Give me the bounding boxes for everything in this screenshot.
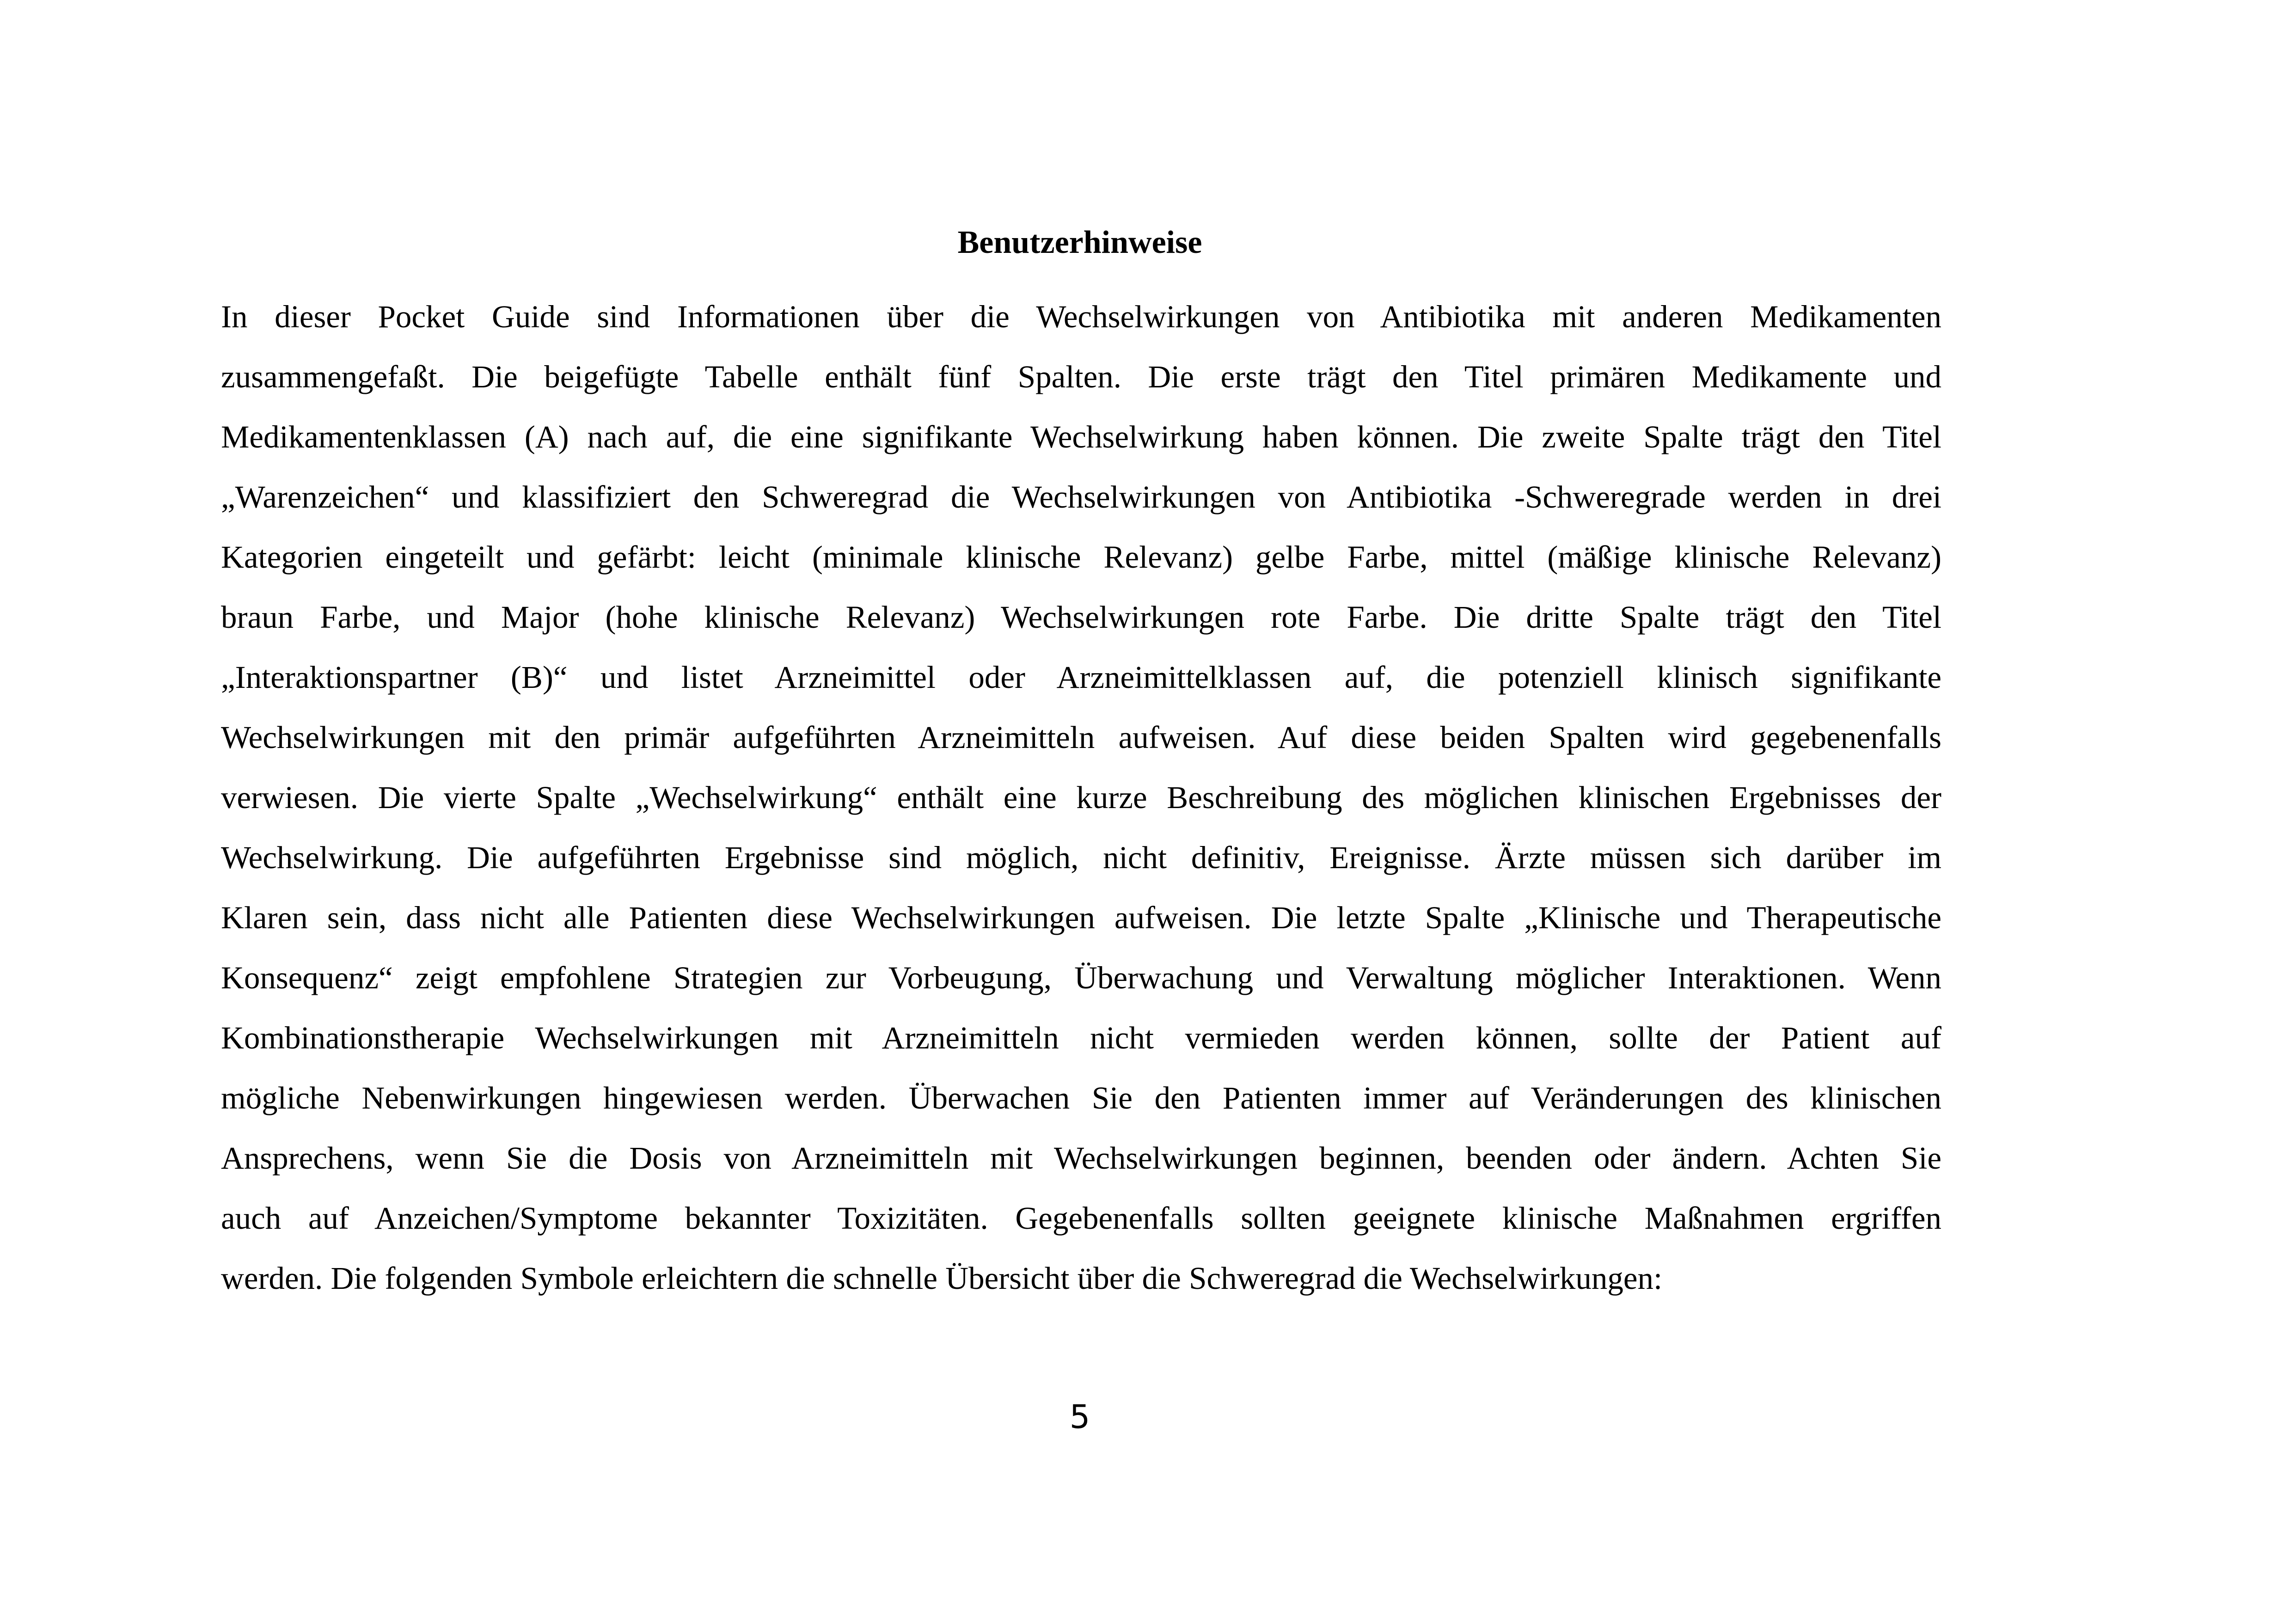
page-number: 5 bbox=[1069, 1398, 1090, 1436]
paragraph-line: In dieser Pocket Guide sind Informationen über die Wechselwirkungen von Antibiotika mit anderen Medikamenten bbox=[221, 299, 1941, 334]
paragraph-line: Kategorien eingeteilt und gefärbt: leicht (minimale klinische Relevanz) gelbe Farbe, mittel (mäßige klinische Relevanz) bbox=[221, 539, 1941, 575]
paragraph-line: braun Farbe, und Major (hohe klinische Relevanz) Wechselwirkungen rote Farbe. Die dritte Spalte trägt den Titel bbox=[221, 600, 1941, 635]
paragraph-line: mögliche Nebenwirkungen hingewiesen werden. Überwachen Sie den Patienten immer auf Veränderungen des klinischen bbox=[221, 1080, 1941, 1115]
paragraph-line: verwiesen. Die vierte Spalte „Wechselwirkung“ enthält eine kurze Beschreibung des möglichen klinischen Ergebnisses der bbox=[221, 780, 1941, 815]
paragraph-line: Konsequenz“ zeigt empfohlene Strategien zur Vorbeugung, Überwachung und Verwaltung möglicher Interaktionen. Wenn bbox=[221, 960, 1941, 995]
paragraph-line: Klaren sein, dass nicht alle Patienten diese Wechselwirkungen aufweisen. Die letzte Spalte „Klinische und Therapeutische bbox=[221, 900, 1941, 935]
paragraph-line: Ansprechens, wenn Sie die Dosis von Arzneimitteln mit Wechselwirkungen beginnen, beenden oder ändern. Achten Sie bbox=[221, 1140, 1941, 1176]
paragraph-line: Medikamentenklassen (A) nach auf, die eine signifikante Wechselwirkung haben können. Die zweite Spalte trägt den Titel bbox=[221, 419, 1941, 454]
paragraph-line: Kombinationstherapie Wechselwirkungen mit Arzneimitteln nicht vermieden werden können, sollte der Patient auf bbox=[221, 1020, 1941, 1055]
paragraph-line: zusammengefaßt. Die beigefügte Tabelle enthält fünf Spalten. Die erste trägt den Titel primären Medikamente und bbox=[221, 359, 1941, 394]
paragraph-line: „Interaktionspartner (B)“ und listet Arzneimittel oder Arzneimittelklassen auf, die potenziell klinisch signifikante bbox=[221, 660, 1941, 695]
paragraph-line: auch auf Anzeichen/Symptome bekannter Toxizitäten. Gegebenenfalls sollten geeignete klinische Maßnahmen ergriffen bbox=[221, 1201, 1941, 1236]
paragraph-line-last: werden. Die folgenden Symbole erleichtern die schnelle Übersicht über die Schweregrad die Wechselwirkungen: bbox=[221, 1261, 1663, 1296]
body-paragraph bbox=[221, 287, 1941, 1308]
paragraph-line: Wechselwirkung. Die aufgeführten Ergebnisse sind möglich, nicht definitiv, Ereignisse. Ärzte müssen sich darüber im bbox=[221, 840, 1941, 875]
page-title: Benutzerhinweise bbox=[957, 225, 1202, 260]
paragraph-line: „Warenzeichen“ und klassifiziert den Schweregrad die Wechselwirkungen von Antibiotika -Schweregrade werden in drei bbox=[221, 479, 1941, 515]
paragraph-line: Wechselwirkungen mit den primär aufgeführten Arzneimitteln aufweisen. Auf diese beiden Spalten wird gegebenenfalls bbox=[221, 720, 1941, 755]
